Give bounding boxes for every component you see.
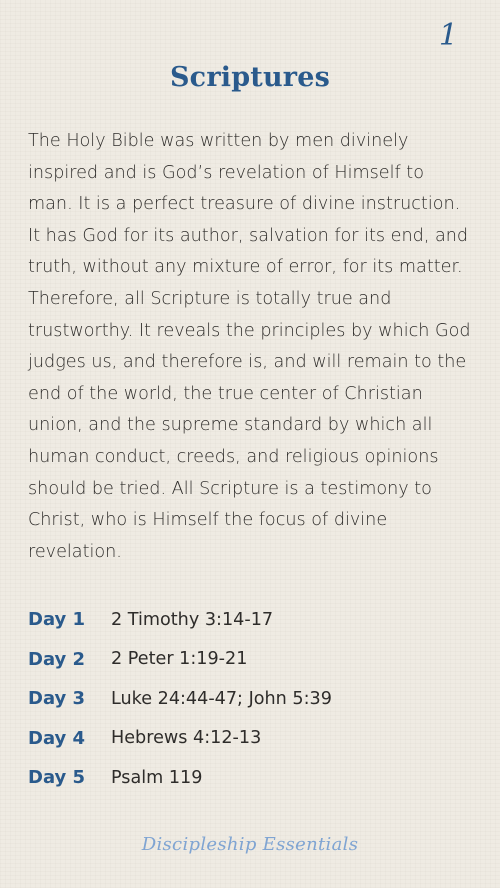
reading-row-day-2	[28, 640, 472, 680]
day-label: Day 5	[28, 767, 86, 789]
reading-row-day-3	[28, 679, 472, 719]
scripture-reference: Psalm 119	[111, 767, 203, 788]
page-number: 1	[438, 18, 458, 53]
scripture-reference: 2 Timothy 3:14-17	[111, 609, 274, 630]
day-label: Day 2	[28, 648, 86, 670]
body-paragraph: The Holy Bible was written by men divinely inspired and is God’s revelation of Himself to man. It is a perfect treasure of divine instruction. It has God for its author, salvation for its end, and truth, without any mixture of error, for its matter. Therefore, all Scripture is totally true and trustworthy. It reveals the principles by which God judges us, and therefore is, and will remain to the end of the world, the true center of Christian union, and the supreme standard by which all human conduct, creeds, and religious opinions should be tried. All Scripture is a testimony to Christ, who is Himself the focus of divine revelation.	[28, 131, 471, 562]
scripture-reference: 2 Peter 1:19-21	[111, 649, 248, 670]
reading-row-day-1	[28, 600, 472, 640]
scripture-reference: Hebrews 4:12-13	[111, 728, 262, 749]
day-label: Day 3	[28, 688, 86, 710]
day-label: Day 4	[28, 727, 86, 749]
day-label: Day 1	[28, 609, 86, 631]
reading-plan-list	[28, 600, 472, 798]
reading-row-day-5	[28, 758, 472, 798]
page-title: Scriptures	[169, 62, 330, 93]
scripture-reference: Luke 24:44-47; John 5:39	[111, 688, 332, 709]
reading-row-day-4	[28, 719, 472, 759]
footer-brand: Discipleship Essentials	[141, 834, 359, 855]
